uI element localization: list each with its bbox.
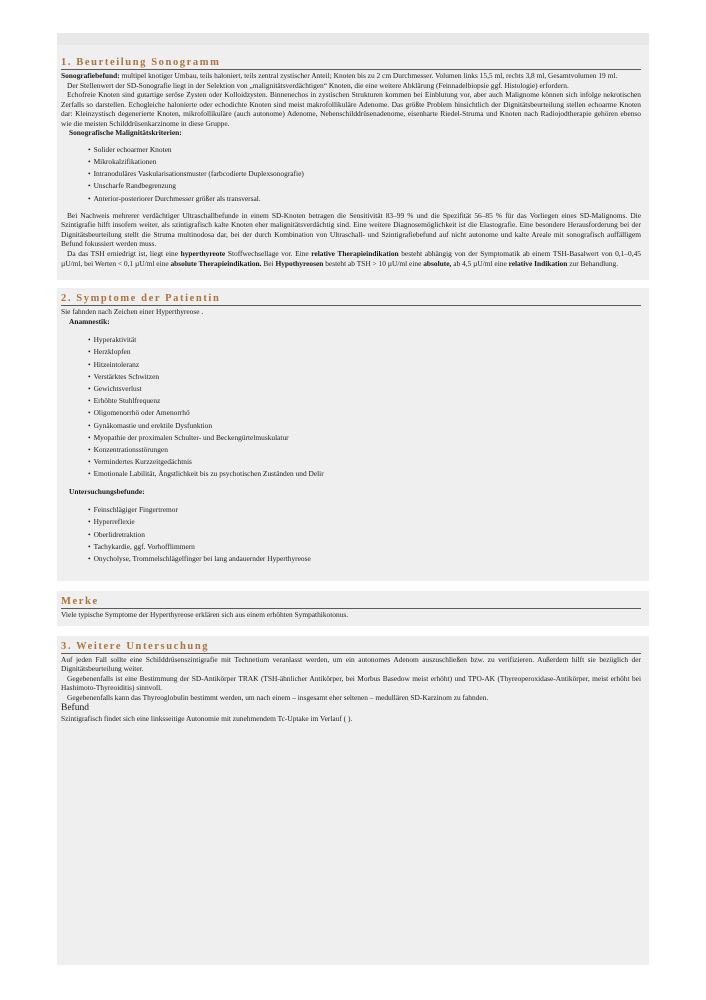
list-item: • Herzklopfen: [88, 346, 641, 358]
list-item: • Hyperreflexie: [88, 516, 641, 528]
list-item: • Oligomenorrhö oder Amenorrhö: [88, 407, 641, 419]
paragraph: Da das TSH erniedrigt ist, liegt eine hyperthyreote Stoffwechsellage vor. Eine relative Therapieindikation besteht abhängig von der Symptomatik ab einem TSH-Basalwert von 0,1–0,45 µU/ml, bei Werten < 0,1 µU/ml eine absolute Therapieindikation. Bei Hypothyreosen besteht ab TSH > 10 µU/ml eine absolute, ab 4,5 µU/ml eine relative Indikation zur Behandlung.: [61, 249, 641, 268]
list-item: • Gewichtsverlust: [88, 383, 641, 395]
paragraph: Gegebenenfalls ist eine Bestimmung der SD-Antikörper TRAK (TSH-ähnlicher Antikörper, bei Morbus Basedow meist erhöht) und TPO-AK (Thyreoperoxidase-Antikörper, meist erhöht bei Hashimoto-Thyreoiditis) sinnvoll.: [61, 673, 641, 693]
list-item: • Feinschlägiger Fingertremor: [88, 504, 641, 516]
list-item: • Onycholyse, Trommelschlägelfinger bei lang andauernder Hyperthyreose: [88, 553, 641, 565]
section-rule: [61, 608, 641, 609]
merke-text: Viele typische Symptome der Hyperthyreose erklären sich aus einem erhöhten Sympathikotonus.: [61, 610, 349, 620]
section-rule: [61, 69, 641, 70]
befund-heading: Befund: [61, 702, 89, 713]
paragraph: Auf jeden Fall sollte eine Schilddrüsenszintigrafie mit Technetium veranlasst werden, um ein autonomes Adenom auszuschließen bzw. zu verifizieren. Außerdem hilft sie bezüglich der Dignitätsbeurteilung weiter.: [61, 654, 641, 674]
befund-text: multipel knotiger Umbau, teils haloniert, teils zentral zystischer Anteil; Knoten bis zu 2 cm Durchmesser. Volumen links 15,5 ml, rechts 3,8 ml, Gesamtvolumen 19 ml.: [119, 71, 618, 80]
list-item: • Oberlidretraktion: [88, 529, 641, 541]
section-rule: [61, 653, 641, 654]
befund-text: Szintigrafisch findet sich eine linksseitige Autonomie mit zunehmendem Tc-Uptake im Verlauf ( ).: [61, 713, 353, 723]
list-item: • Erhöhte Stuhlfrequenz: [88, 395, 641, 407]
section-gap: [56, 280, 650, 288]
section-gap: [56, 581, 650, 591]
list-item: • Konzentrationsstörungen: [88, 444, 641, 456]
list-item: • Hitzeintoleranz: [88, 359, 641, 371]
anamnestik-heading: Anamnestik:: [69, 316, 110, 326]
list-item: • Gynäkomastie und erektile Dysfunktion: [88, 420, 641, 432]
list-item: • Intranoduläres Vaskularisationsmuster (farbcodierte Duplexsonografie): [88, 168, 641, 180]
merke-title: Merke: [61, 596, 99, 608]
list-item: • Emotionale Labilität, Ängstlichkeit bis zu psychotischen Zuständen und Delir: [88, 468, 641, 480]
list-item: • Solider echoarmer Knoten: [88, 144, 641, 156]
untersuchung-list: [61, 504, 641, 581]
section-title: 1. Beurteilung Sonogramm: [61, 57, 221, 68]
list-item: • Mikrokalzifikationen: [88, 156, 641, 168]
document-page: [57, 33, 649, 965]
paragraph: Der Stellenwert der SD-Sonografie liegt in der Selektion von „malignitätsverdächtigen“ Knoten, die eine weitere Abklärung (Feinnadelbiopsie ggf. Histologie) erfordern.: [67, 80, 569, 90]
list-item: • Anterior-posteriorer Durchmesser größer als transversal.: [88, 193, 641, 205]
section-weitere-untersuchung: [57, 636, 649, 723]
anamnestik-list: [61, 334, 641, 480]
list-item: • Unscharfe Randbegrenzung: [88, 180, 641, 192]
paragraph: Echofreie Knoten sind gutartige seröse Zysten oder Kolloidzysten. Binnenechos in zystischen Strukturen kommen bei Einblutung vor, aber auch Malignome können sich infolge nekrotischen Zerfalls so darstellen. Echogleiche halonierte oder echodichte Knoten sind meist makrofollikuläre Adenome. Das größte Problem hinsichtlich der Dignitätsbeurteilung stellen echoarme Knoten dar: Kleinzystisch degenerierte Knoten, mikrofollikuläre (auch autonome) Adenome, Nebenschilddrüsenadenome, eisenharte Riedel-Struma und Knoten nach Radiojodtherapie gehören ebenso wie die meisten Schilddrüsenkarzinome in diese Gruppe.: [61, 90, 641, 128]
criteria-heading: Sonografische Malignitätskriterien:: [69, 128, 182, 138]
paragraph: Gegebenenfalls kann das Thyreoglobulin bestimmt werden, um nach einem – insgesamt eher seltenen – medullären SD-Karzinom zu fahnden.: [67, 692, 489, 702]
top-band: [57, 33, 649, 45]
section-gap: [56, 626, 650, 636]
list-item: • Verstärktes Schwitzen: [88, 371, 641, 383]
criteria-list: [61, 144, 641, 205]
list-item: • Tachykardie, ggf. Vorhofflimmern: [88, 541, 641, 553]
section-title: 2. Symptome der Patientin: [61, 293, 221, 305]
list-item: • Vermindertes Kurzzeitgedächtnis: [88, 456, 641, 468]
paragraph: Bei Nachweis mehrerer verdächtiger Ultraschallbefunde in einem SD-Knoten betragen die Sensitivität 83–99 % und die Spezifität 56–85 % für das Vorliegen eines SD-Malignoms. Die Szintigrafie hilft insofern weiter, als szintigrafisch kalte Knoten eher malignitätsverdächtig sind. Eine weitere Diagnosemöglichkeit ist die Elastografie. Eine besondere Herausforderung bei der Dignitätsbeurteilung stellt die Struma multinodosa dar, bei der durch Kombination von Ultraschall- und Szintigrafiebefund auf nicht autonome und kalte Areale mit sonografisch auffälligem Befund fokussiert werden muss.: [61, 210, 641, 249]
befund-label: Sonografiebefund:: [61, 71, 120, 80]
section-symptome: [57, 288, 649, 581]
list-item: • Hyperaktivität: [88, 334, 641, 346]
paragraph: Sie fahnden nach Zeichen einer Hyperthyreose .: [61, 307, 204, 317]
section-title: 3. Weitere Untersuchung: [61, 640, 210, 652]
untersuchung-heading: Untersuchungsbefunde:: [69, 486, 145, 496]
section-merke: [57, 591, 649, 626]
section-rule: [61, 305, 641, 306]
section-sonogramm: [57, 45, 649, 280]
paragraph: [61, 71, 641, 81]
list-item: • Myopathie der proximalen Schulter- und Beckengürtelmuskulatur: [88, 432, 641, 444]
